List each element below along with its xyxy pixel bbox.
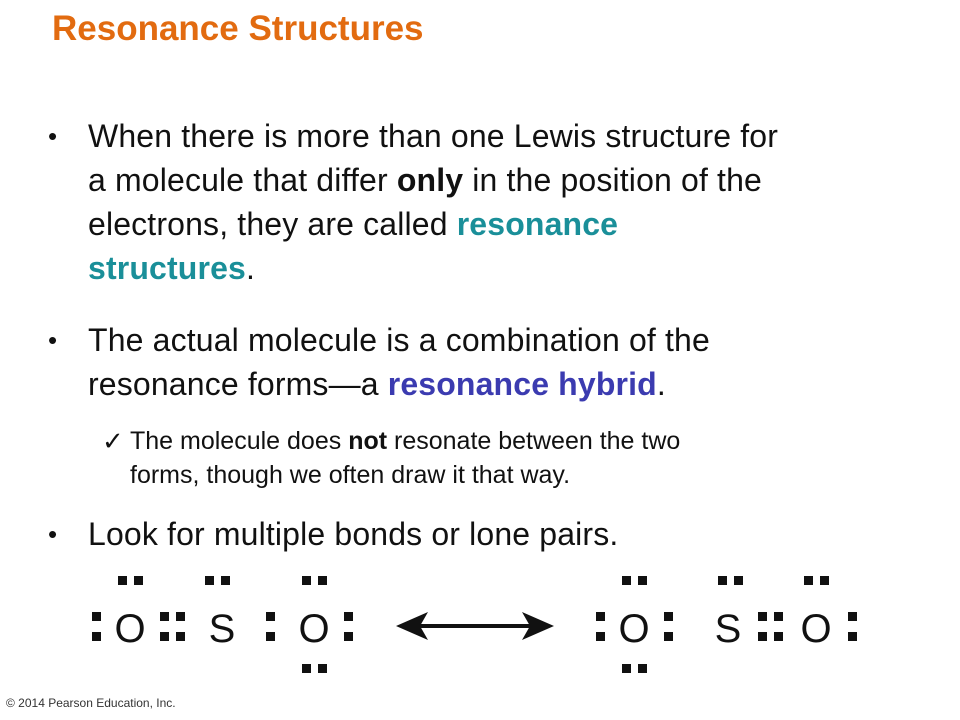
bond-dot (266, 612, 275, 621)
atom-sulfur-right: S (714, 607, 742, 651)
lone-pair-dot (134, 576, 143, 585)
lewis-structures-diagram (0, 560, 960, 690)
key-term-resonance: resonance (456, 206, 619, 242)
sub-bullet-text: The molecule does not resonate between the two forms, though we often draw it that way. (130, 427, 681, 489)
key-term-structures: structures (88, 250, 246, 286)
bullet-text: Look for multiple bonds or lone pairs. (88, 516, 619, 552)
atom-oxygen-right-2: O (800, 607, 832, 651)
lone-pair-dot (596, 612, 605, 621)
lone-pair-dot (205, 576, 214, 585)
bullet-resonance-hybrid (48, 318, 928, 406)
lone-pair-dot (638, 664, 647, 673)
bond-dot (160, 632, 169, 641)
atom-oxygen-left-1: O (114, 607, 146, 651)
lone-pair-dot (848, 612, 857, 621)
bond-dot (176, 632, 185, 641)
bond-dot (774, 632, 783, 641)
lone-pair-dot (344, 632, 353, 641)
bond-dot (160, 612, 169, 621)
atom-oxygen-left-2: O (298, 607, 330, 651)
bond-dot (774, 612, 783, 621)
lone-pair-dot (820, 576, 829, 585)
bond-dot (664, 612, 673, 621)
bullet-dot-icon: • (48, 121, 58, 151)
bullet-text: The actual molecule is a combination of the resonance forms—a resonance hybrid. (88, 322, 710, 402)
bullet-dot-icon: • (48, 325, 58, 355)
sub-bullet-not-resonate (102, 424, 922, 492)
emphasis-not: not (348, 427, 388, 455)
lone-pair-dot (638, 576, 647, 585)
key-term-resonance-hybrid: resonance hybrid (387, 366, 657, 402)
lone-pair-dot (622, 664, 631, 673)
lone-pair-dot (318, 664, 327, 673)
lone-pair-dot (92, 612, 101, 621)
emphasis-only: only (396, 162, 464, 198)
slide-title: Resonance Structures (52, 9, 424, 48)
lone-pair-dot (92, 632, 101, 641)
lone-pair-dot (118, 576, 127, 585)
checkmark-icon: ✓ (102, 426, 124, 456)
lone-pair-dot (344, 612, 353, 621)
bullet-resonance-definition (48, 114, 928, 290)
double-headed-arrow-icon (396, 612, 554, 640)
atom-oxygen-right-1: O (618, 607, 650, 651)
lone-pair-dot (221, 576, 230, 585)
lone-pair-dot (622, 576, 631, 585)
bond-dot (266, 632, 275, 641)
bond-dot (758, 632, 767, 641)
lone-pair-dot (596, 632, 605, 641)
lone-pair-dot (804, 576, 813, 585)
lone-pair-dot (302, 576, 311, 585)
bond-dot (758, 612, 767, 621)
copyright-notice: © 2014 Pearson Education, Inc. (6, 696, 176, 710)
bond-dot (176, 612, 185, 621)
bullet-look-for-bonds (48, 512, 928, 556)
bullet-text: When there is more than one Lewis structure for a molecule that differ only in the position of the electrons, they are called resonance structures. (88, 118, 779, 286)
lone-pair-dot (302, 664, 311, 673)
lone-pair-dot (318, 576, 327, 585)
lone-pair-dot (718, 576, 727, 585)
bond-dot (664, 632, 673, 641)
bullet-dot-icon: • (48, 519, 58, 549)
lone-pair-dot (848, 632, 857, 641)
lone-pair-dot (734, 576, 743, 585)
atom-sulfur-left: S (208, 607, 236, 651)
